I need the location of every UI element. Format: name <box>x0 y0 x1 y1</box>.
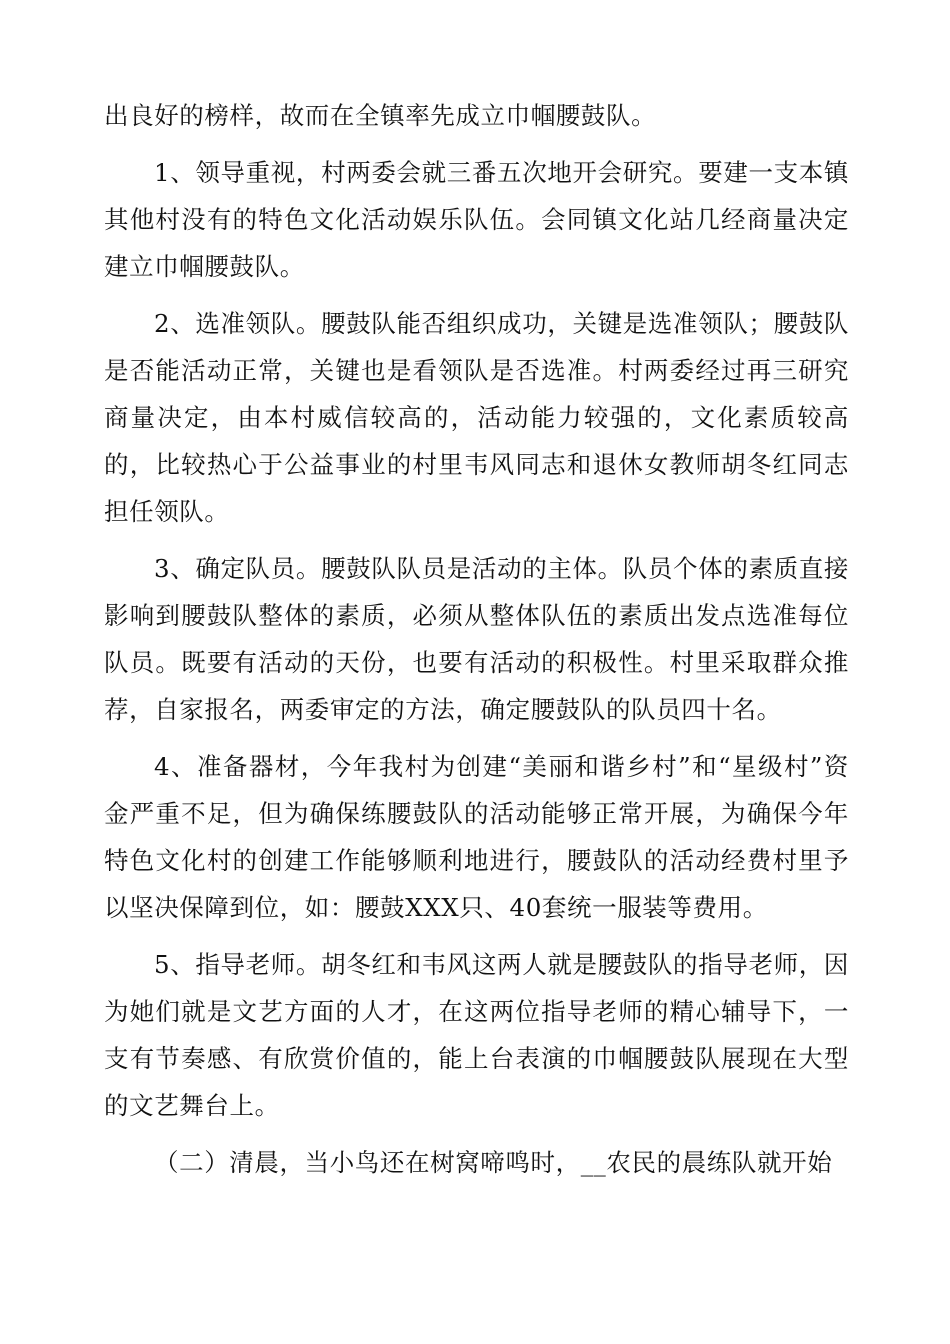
document-body <box>104 92 849 1196</box>
paragraph-item-2-team-leader: 2、选准领队。腰鼓队能否组织成功，关键是选准领队；腰鼓队是否能活动正常，关键也是看领队是否选准。村两委经过再三研究商量决定，由本村威信较高的，活动能力较强的，文化素质较高的，比较热心于公益事业的村里韦风同志和退休女教师胡冬红同志担任领队。 <box>104 309 849 526</box>
paragraph-item-5-instructors: 5、指导老师。胡冬红和韦风这两人就是腰鼓队的指导老师，因为她们就是文艺方面的人才，在这两位指导老师的精心辅导下，一支有节奏感、有欣赏价值的，能上台表演的巾帼腰鼓队展现在大型的文艺舞台上。 <box>104 950 849 1120</box>
paragraph-section-2-start: （二）清晨，当小鸟还在树窝啼鸣时，__农民的晨练队就开始 <box>154 1148 833 1177</box>
paragraph-item-3-members: 3、确定队员。腰鼓队队员是活动的主体。队员个体的素质直接影响到腰鼓队整体的素质，必须从整体队伍的素质出发点选准每位队员。既要有活动的天份，也要有活动的积极性。村里采取群众推荐，自家报名，两委审定的方法，确定腰鼓队的队员四十名。 <box>104 554 849 724</box>
paragraph-item-1-leadership: 1、领导重视，村两委会就三番五次地开会研究。要建一支本镇其他村没有的特色文化活动娱乐队伍。会同镇文化站几经商量决定建立巾帼腰鼓队。 <box>104 158 849 281</box>
paragraph-item-4-equipment: 4、准备器材，今年我村为创建“美丽和谐乡村”和“星级村”资金严重不足，但为确保练腰鼓队的活动能够正常开展，为确保今年特色文化村的创建工作能够顺利地进行，腰鼓队的活动经费村里予以坚决保障到位，如：腰鼓XXX只、40套统一服装等费用。 <box>104 752 849 922</box>
paragraph-continuation: 出良好的榜样，故而在全镇率先成立巾帼腰鼓队。 <box>104 101 657 130</box>
